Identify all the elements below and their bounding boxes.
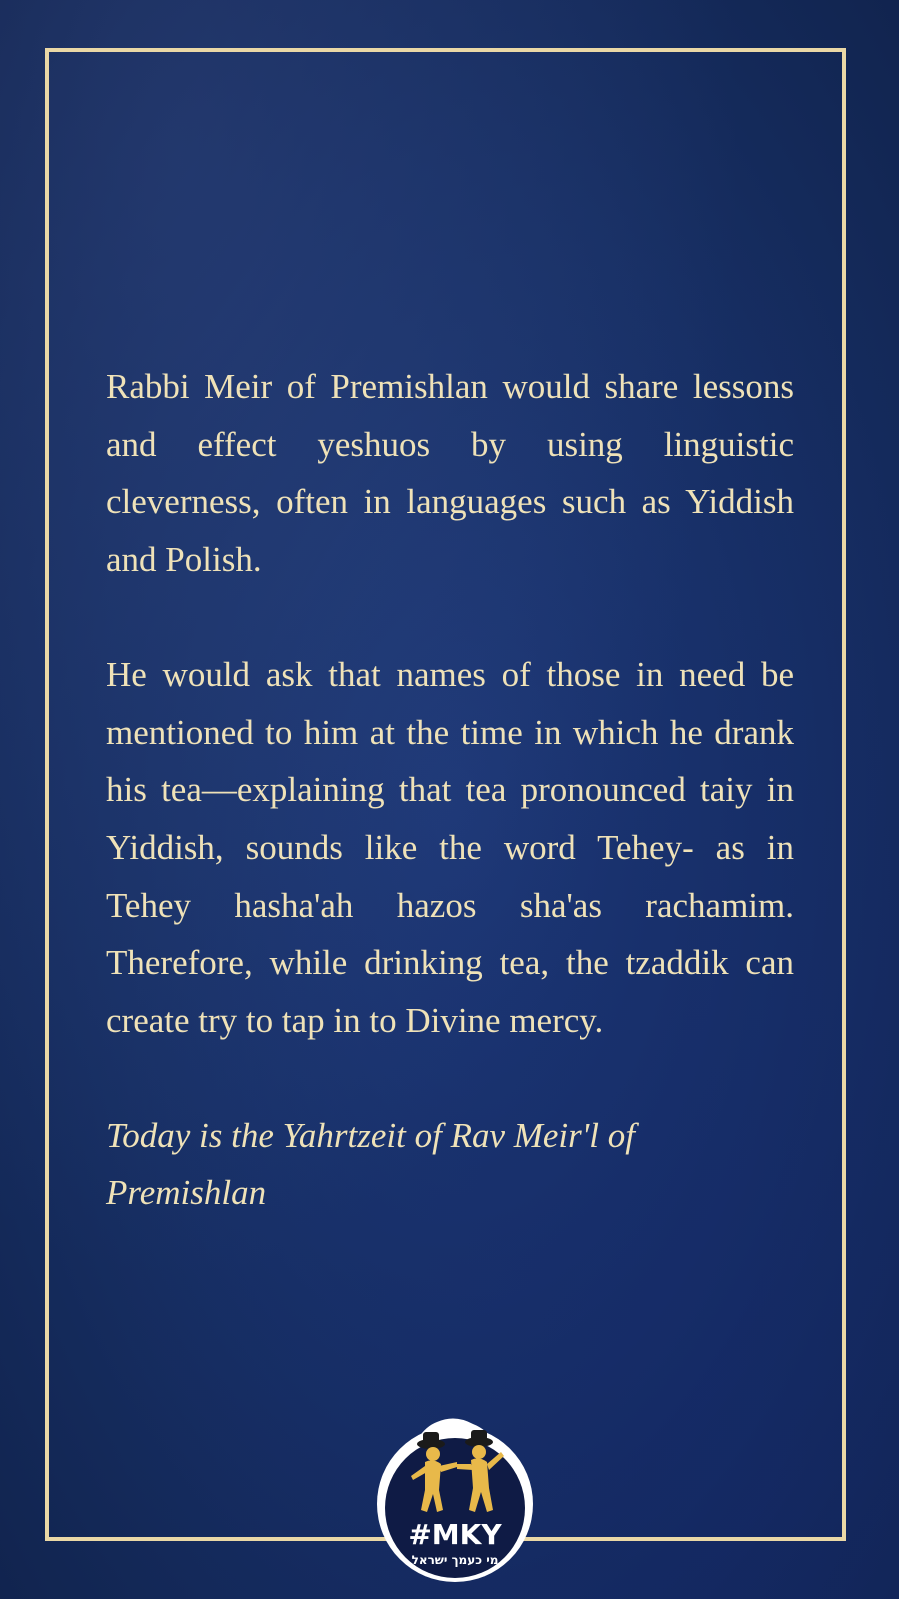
- paragraph-tea: He would ask that names of those in need be mentioned to him at the time in which he drank his tea—explaining that tea pronounced taiy in Yiddish, sounds like the word Tehey- as in Tehey hasha'ah hazos sha'as rachamim. Therefore, while drinking tea, the tzaddik can create try to tap in to Divine mercy.: [106, 654, 794, 1041]
- yahrtzeit-note: Today is the Yahrtzeit of Rav Meir'l of Premishlan: [106, 1115, 635, 1213]
- mky-logo: [375, 1412, 535, 1584]
- logo-text: #MKY: [408, 1518, 502, 1551]
- logo-hebrew-text: מי כעמך ישראל: [411, 1553, 499, 1567]
- text-content: [106, 358, 794, 1257]
- paragraph-intro: Rabbi Meir of Premishlan would share lessons and effect yeshuos by using linguistic cleverness, often in languages such as Yiddish and Polish.: [106, 367, 794, 580]
